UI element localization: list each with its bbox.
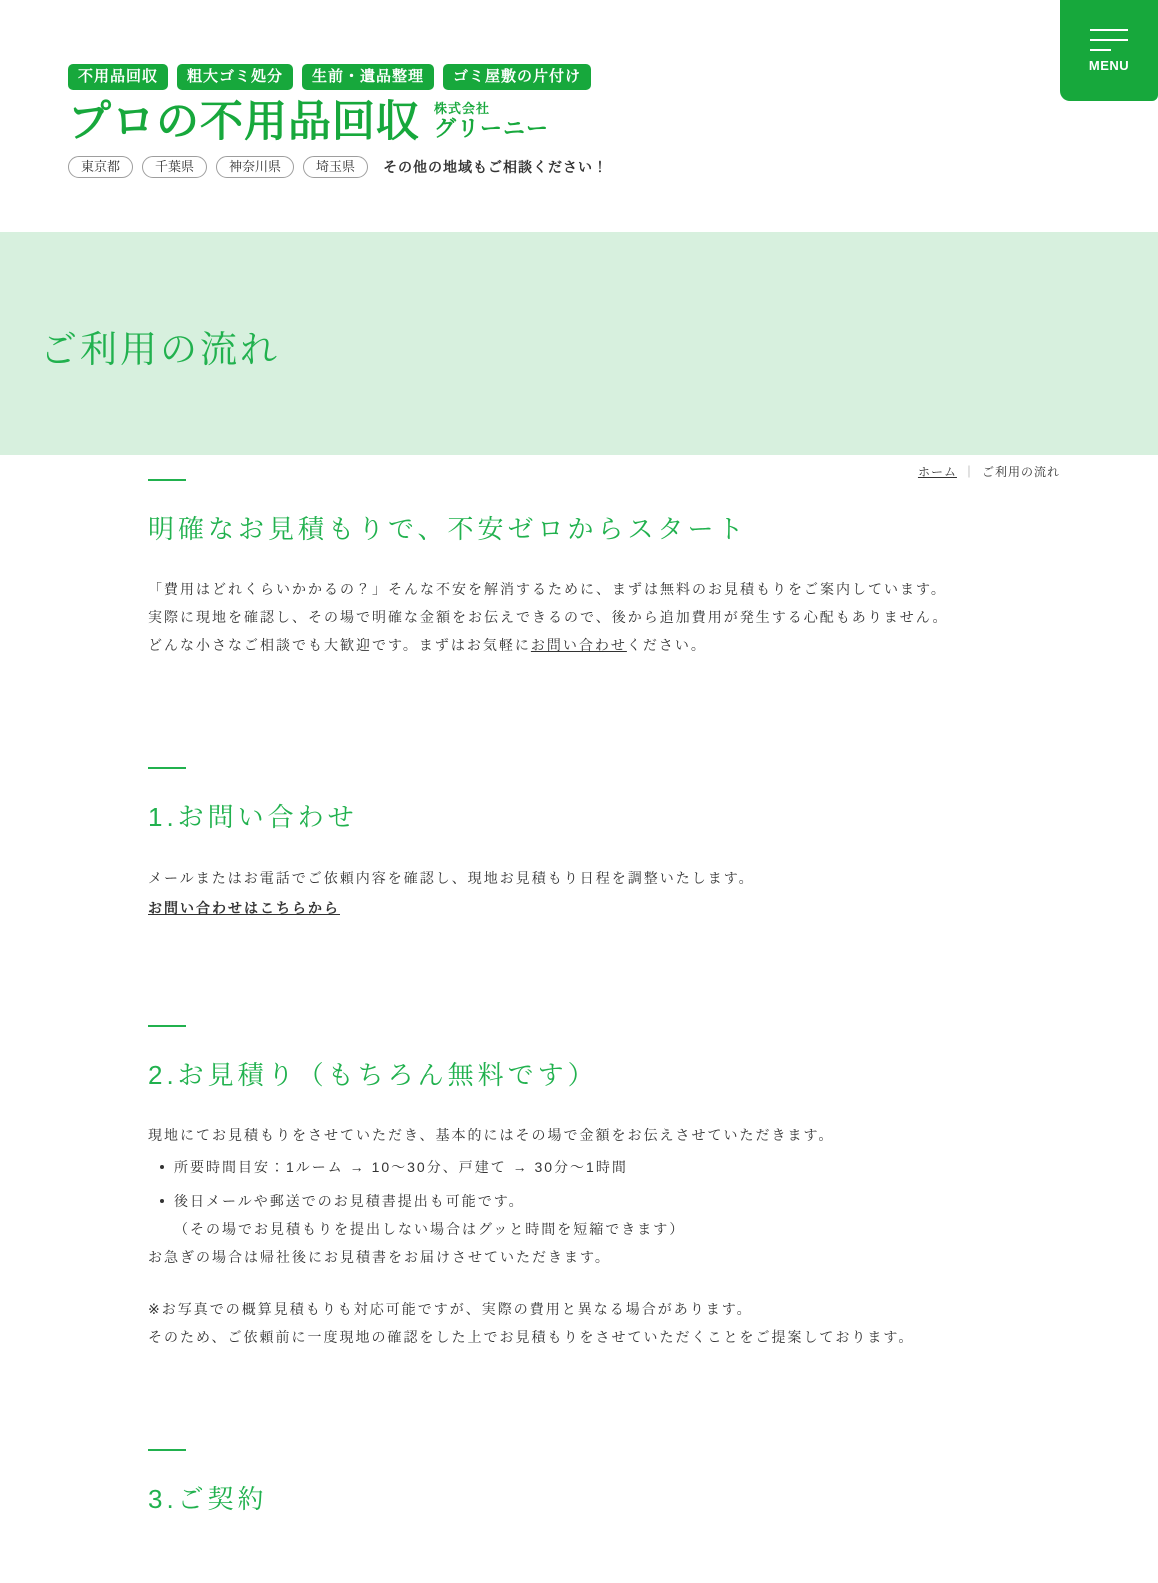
step2-intro-text: 現地にてお見積もりをさせていただき、基本的にはその場で金額をお伝えさせていただきます。 bbox=[148, 1127, 835, 1144]
tag-estate-cleanup: 生前・遺品整理 bbox=[302, 64, 434, 90]
step2-intro-paragraph bbox=[148, 1121, 1058, 1149]
tag-bulky-waste: 粗大ゴミ処分 bbox=[177, 64, 293, 90]
site-header bbox=[0, 0, 1158, 232]
company-name: グリーニー bbox=[434, 115, 550, 141]
region-pill-chiba: 千葉県 bbox=[142, 156, 207, 178]
page-hero bbox=[0, 232, 1158, 455]
tag-hoarder-cleanup: ゴミ屋敷の片付け bbox=[443, 64, 591, 90]
section-step1-contact bbox=[148, 767, 1058, 921]
breadcrumb bbox=[0, 455, 1158, 479]
service-area-row bbox=[68, 156, 1158, 178]
intro-heading: 明確なお見積もりで、不安ゼロからスタート bbox=[148, 514, 748, 544]
intro-line-3-tail: ください。 bbox=[626, 637, 707, 654]
breadcrumb-home-link[interactable]: ホーム bbox=[917, 465, 957, 479]
step2-urgent-paragraph bbox=[148, 1243, 1058, 1271]
menu-button[interactable] bbox=[1060, 0, 1158, 101]
step2-note-paragraph bbox=[148, 1295, 1058, 1351]
step2-note-2: そのため、ご依頼前に一度現地の確認をした上でお見積もりをさせていただくことをご提案しております。 bbox=[148, 1329, 915, 1346]
breadcrumb-separator: ｜ bbox=[962, 465, 976, 479]
bullet-mail-estimate-note: （その場でお見積もりを提出しない場合はグッと時間を短縮できます） bbox=[174, 1221, 686, 1238]
contact-inline-link[interactable]: お問い合わせ bbox=[530, 637, 627, 654]
intro-line-3-text: どんな小さなご相談でも大歓迎です。まずはお気軽に bbox=[148, 637, 531, 654]
section-accent-line bbox=[148, 479, 186, 481]
region-pill-saitama: 埼玉県 bbox=[303, 156, 368, 178]
contact-page-link[interactable]: お問い合わせはこちらから bbox=[148, 899, 340, 916]
menu-button-label: MENU bbox=[1088, 57, 1130, 73]
step1-paragraph bbox=[148, 864, 1058, 922]
list-item bbox=[148, 1153, 1058, 1181]
step2-urgent-text: お急ぎの場合は帰社後にお見積書をお届けさせていただきます。 bbox=[148, 1249, 611, 1266]
bullet-time-estimate: 所要時間目安：1ルーム → 10〜30分、戸建て → 30分〜1時間 bbox=[174, 1159, 628, 1176]
hamburger-icon bbox=[1090, 29, 1128, 51]
site-logo[interactable] bbox=[68, 98, 1158, 146]
region-pill-tokyo: 東京都 bbox=[68, 156, 133, 178]
region-pill-kanagawa: 神奈川県 bbox=[216, 156, 294, 178]
bullet-mail-estimate: 後日メールや郵送でのお見積書提出も可能です。 bbox=[174, 1193, 525, 1210]
intro-line-2: 実際に現地を確認し、その場で明確な金額をお伝えできるので、後から追加費用が発生する心配もありません。 bbox=[148, 609, 949, 626]
list-item bbox=[148, 1187, 1058, 1243]
section-accent-line bbox=[148, 767, 186, 769]
section-accent-line bbox=[148, 1449, 186, 1451]
service-tag-row bbox=[68, 64, 1158, 90]
section-step2-estimate bbox=[148, 1025, 1058, 1351]
company-prefix: 株式会社 bbox=[434, 101, 491, 117]
section-step3-contract bbox=[148, 1449, 1058, 1517]
page-title: ご利用の流れ bbox=[40, 329, 280, 370]
section-intro bbox=[148, 479, 1058, 659]
intro-line-1: 「費用はどれくらいかかるの？」そんな不安を解消するために、まずは無料のお見積もりをご案内しています。 bbox=[148, 581, 947, 598]
step2-heading: 2.お見積り（もちろん無料です） bbox=[148, 1059, 598, 1090]
step3-heading: 3.ご契約 bbox=[148, 1484, 268, 1515]
region-note: その他の地域もご相談ください！ bbox=[383, 159, 609, 175]
intro-line-3 bbox=[148, 631, 1058, 659]
section-accent-line bbox=[148, 1025, 186, 1027]
breadcrumb-current: ご利用の流れ bbox=[981, 465, 1060, 479]
step1-heading: 1.お問い合わせ bbox=[148, 802, 358, 833]
company-name-block bbox=[434, 101, 549, 141]
main-content bbox=[0, 479, 1158, 1518]
step1-body-text: メールまたはお電話でご依頼内容を確認し、現地お見積もり日程を調整いたします。 bbox=[148, 869, 755, 886]
logo-text: プロの不用品回収 bbox=[68, 98, 420, 146]
estimate-bullet-list bbox=[148, 1153, 1058, 1243]
step2-note-1: ※お写真での概算見積もりも対応可能ですが、実際の費用と異なる場合があります。 bbox=[148, 1301, 753, 1318]
tag-junk-removal: 不用品回収 bbox=[68, 64, 168, 90]
intro-paragraph bbox=[148, 575, 1058, 659]
